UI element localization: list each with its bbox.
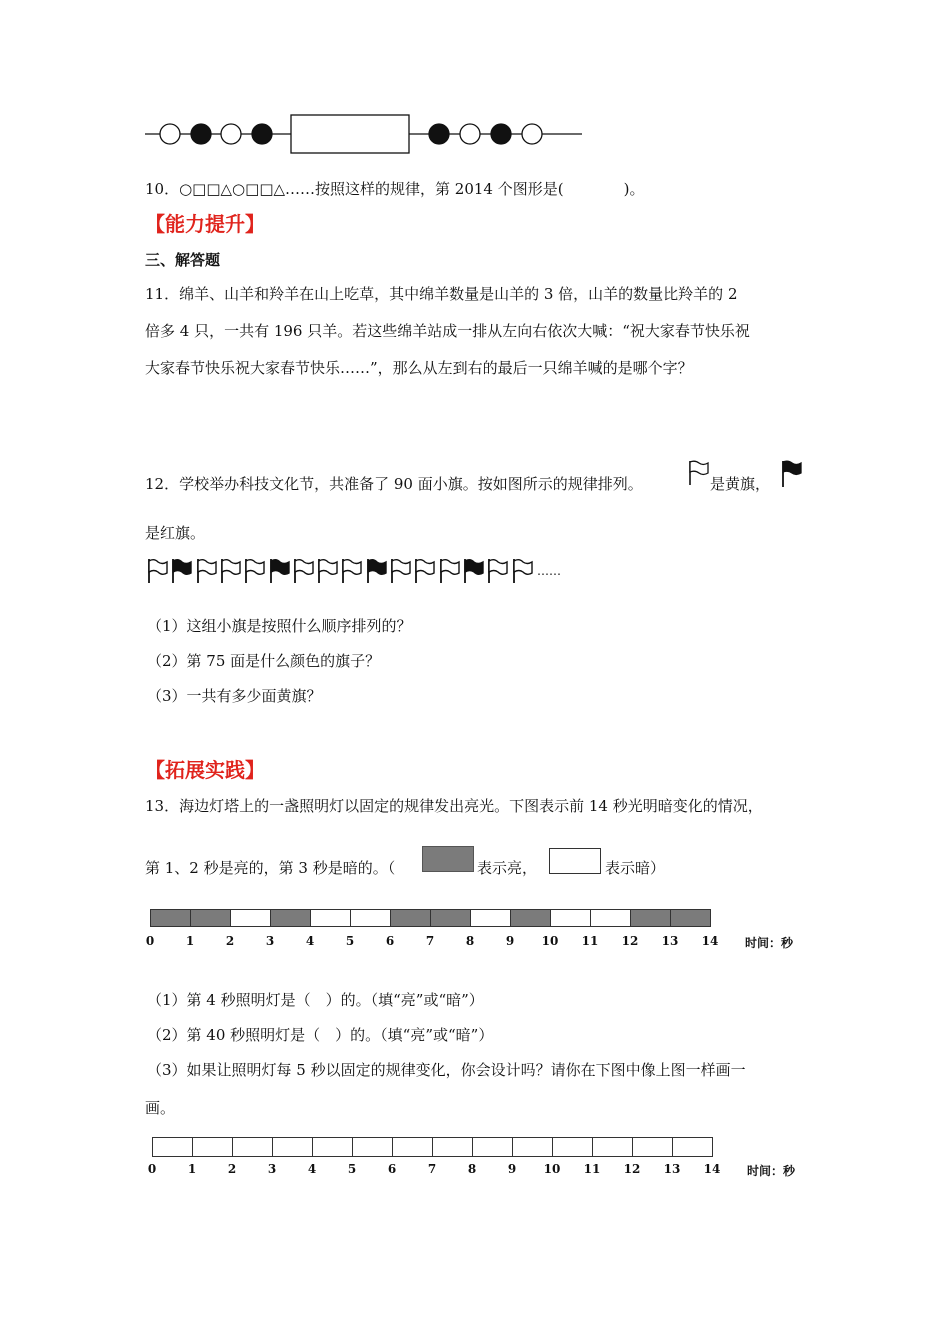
time-tick-label: 7 bbox=[425, 934, 435, 948]
yellow-flag-icon bbox=[414, 558, 436, 584]
q10-text: 10．○□□△○□□△……按照这样的规律，第 2014 个图形是( )。 bbox=[145, 180, 645, 198]
red-flag-icon bbox=[463, 558, 485, 584]
time-tick-label: 1 bbox=[185, 934, 195, 948]
section-ability-title: 【能力提升】 bbox=[145, 212, 265, 236]
time-tick-label: 4 bbox=[305, 934, 315, 948]
yellow-flag-icon bbox=[688, 460, 710, 486]
empty-timeline[interactable] bbox=[152, 1137, 712, 1157]
bright-second-cell bbox=[390, 909, 431, 927]
blank-second-cell[interactable] bbox=[472, 1137, 513, 1157]
blank-second-cell[interactable] bbox=[672, 1137, 713, 1157]
time-tick-label: 6 bbox=[385, 934, 395, 948]
dark-second-cell bbox=[590, 909, 631, 927]
time-tick-label: 10 bbox=[543, 1162, 561, 1176]
bright-second-cell bbox=[270, 909, 311, 927]
dark-second-cell bbox=[350, 909, 391, 927]
light-timeline bbox=[150, 909, 710, 927]
empty-circle bbox=[160, 124, 180, 144]
bright-second-cell bbox=[430, 909, 471, 927]
filled-circle bbox=[252, 124, 272, 144]
bright-second-cell bbox=[510, 909, 551, 927]
yellow-flag-icon bbox=[293, 558, 315, 584]
q12-sub3: （3）一共有多少面黄旗？ bbox=[147, 687, 322, 705]
dark-second-cell bbox=[310, 909, 351, 927]
red-flag-icon bbox=[269, 558, 291, 584]
dark-second-cell bbox=[230, 909, 271, 927]
blank-box bbox=[291, 115, 409, 153]
time-tick-label: 4 bbox=[307, 1162, 317, 1176]
time-tick-label: 5 bbox=[345, 934, 355, 948]
time-tick-label: 13 bbox=[661, 934, 679, 948]
empty-circle bbox=[460, 124, 480, 144]
time-tick-label: 13 bbox=[663, 1162, 681, 1176]
time-tick-label: 1 bbox=[187, 1162, 197, 1176]
blank-second-cell[interactable] bbox=[352, 1137, 393, 1157]
q13-sub3-line2: 画。 bbox=[145, 1099, 176, 1117]
q12-line2: 是红旗。 bbox=[145, 524, 206, 542]
time-tick-label: 6 bbox=[387, 1162, 397, 1176]
time-tick-label: 12 bbox=[623, 1162, 641, 1176]
red-flag-icon bbox=[780, 460, 802, 488]
time-tick-label: 7 bbox=[427, 1162, 437, 1176]
yellow-flag-icon bbox=[341, 558, 363, 584]
bright-second-cell bbox=[190, 909, 231, 927]
q12-sub2: （2）第 75 面是什么颜色的旗子？ bbox=[147, 652, 381, 670]
q11-line3: 大家春节快乐祝大家春节快乐……”，那么从左到右的最后一只绵羊喊的是哪个字？ bbox=[145, 359, 693, 377]
time-tick-label: 3 bbox=[265, 934, 275, 948]
time-tick-label: 10 bbox=[541, 934, 559, 948]
q12-line1 bbox=[145, 473, 643, 494]
q11-line2: 倍多 4 只，一共有 196 只羊。若这些绵羊站成一排从左向右依次大喊：“祝大家春节快乐祝 bbox=[145, 322, 750, 340]
filled-circle bbox=[491, 124, 511, 144]
yellow-flag-icon bbox=[512, 558, 534, 584]
flag-row bbox=[147, 558, 567, 588]
filled-circle bbox=[429, 124, 449, 144]
bright-second-cell bbox=[150, 909, 191, 927]
blank-second-cell[interactable] bbox=[392, 1137, 433, 1157]
empty-circle bbox=[522, 124, 542, 144]
filled-circle bbox=[191, 124, 211, 144]
dark-second-cell bbox=[550, 909, 591, 927]
yellow-flag-icon bbox=[220, 558, 242, 584]
yellow-flag-icon bbox=[244, 558, 266, 584]
time-tick-label: 9 bbox=[507, 1162, 517, 1176]
bright-second-cell bbox=[670, 909, 711, 927]
q13-sub1: （1）第 4 秒照明灯是（ ）的。（填“亮”或“暗”） bbox=[147, 991, 484, 1009]
time-tick-label: 3 bbox=[267, 1162, 277, 1176]
dark-legend-swatch bbox=[549, 848, 601, 874]
yellow-flag-icon bbox=[147, 558, 169, 584]
circle-pattern-figure bbox=[140, 110, 590, 160]
yellow-flag-icon bbox=[196, 558, 218, 584]
bright-second-cell bbox=[630, 909, 671, 927]
yellow-flag-icon bbox=[317, 558, 339, 584]
q12-sub1: （1）这组小旗是按照什么顺序排列的？ bbox=[147, 617, 412, 635]
light-timeline-ticks bbox=[145, 934, 719, 950]
blank-second-cell[interactable] bbox=[192, 1137, 233, 1157]
q11-line1: 11．绵羊、山羊和羚羊在山上吃草，其中绵羊数量是山羊的 3 倍，山羊的数量比羚羊的 2 bbox=[145, 285, 738, 303]
flag-row-ellipsis: …… bbox=[537, 564, 561, 578]
time-tick-label: 9 bbox=[505, 934, 515, 948]
q13-sub3-line1: （3）如果让照明灯每 5 秒以固定的规律变化，你会设计吗？请你在下图中像上图一样画一 bbox=[147, 1061, 746, 1079]
q13-line1: 13．海边灯塔上的一盏照明灯以固定的规律发出亮光。下图表示前 14 秒光明暗变化的情况， bbox=[145, 797, 763, 815]
blank-second-cell[interactable] bbox=[632, 1137, 673, 1157]
dark-second-cell bbox=[470, 909, 511, 927]
empty-circle bbox=[221, 124, 241, 144]
blank-second-cell[interactable] bbox=[152, 1137, 193, 1157]
red-flag-icon bbox=[366, 558, 388, 584]
q13-line2-c: 表示暗） bbox=[605, 859, 666, 877]
time-tick-label: 11 bbox=[583, 1162, 601, 1176]
time-tick-label: 14 bbox=[703, 1162, 721, 1176]
time-tick-label: 5 bbox=[347, 1162, 357, 1176]
blank-second-cell[interactable] bbox=[512, 1137, 553, 1157]
blank-second-cell[interactable] bbox=[232, 1137, 273, 1157]
yellow-flag-icon bbox=[487, 558, 509, 584]
blank-second-cell[interactable] bbox=[432, 1137, 473, 1157]
q12-yellow-label: 是黄旗， bbox=[710, 475, 771, 493]
yellow-flag-icon bbox=[439, 558, 461, 584]
blank-second-cell[interactable] bbox=[312, 1137, 353, 1157]
section-expand-title: 【拓展实践】 bbox=[145, 758, 265, 782]
bright-legend-swatch bbox=[422, 846, 474, 872]
red-flag-icon bbox=[171, 558, 193, 584]
time-tick-label: 2 bbox=[225, 934, 235, 948]
empty-timeline-unit: 时间：秒 bbox=[747, 1164, 796, 1178]
time-tick-label: 8 bbox=[465, 934, 475, 948]
yellow-flag-icon bbox=[390, 558, 412, 584]
q13-line2-b: 表示亮， bbox=[477, 859, 538, 877]
section-answers-title: 三、解答题 bbox=[145, 251, 221, 269]
time-tick-label: 0 bbox=[147, 1162, 157, 1176]
blank-second-cell[interactable] bbox=[552, 1137, 593, 1157]
blank-second-cell[interactable] bbox=[592, 1137, 633, 1157]
q13-line2-a: 第 1、2 秒是亮的，第 3 秒是暗的。（ bbox=[145, 859, 396, 877]
blank-second-cell[interactable] bbox=[272, 1137, 313, 1157]
time-tick-label: 14 bbox=[701, 934, 719, 948]
time-tick-label: 2 bbox=[227, 1162, 237, 1176]
time-tick-label: 11 bbox=[581, 934, 599, 948]
empty-timeline-ticks bbox=[147, 1162, 721, 1178]
time-tick-label: 12 bbox=[621, 934, 639, 948]
q13-sub2: （2）第 40 秒照明灯是（ ）的。（填“亮”或“暗”） bbox=[147, 1026, 494, 1044]
light-timeline-unit: 时间：秒 bbox=[745, 936, 794, 950]
time-tick-label: 8 bbox=[467, 1162, 477, 1176]
time-tick-label: 0 bbox=[145, 934, 155, 948]
q12-line1-text: 12．学校举办科技文化节，共准备了 90 面小旗。按如图所示的规律排列。 bbox=[145, 475, 643, 493]
